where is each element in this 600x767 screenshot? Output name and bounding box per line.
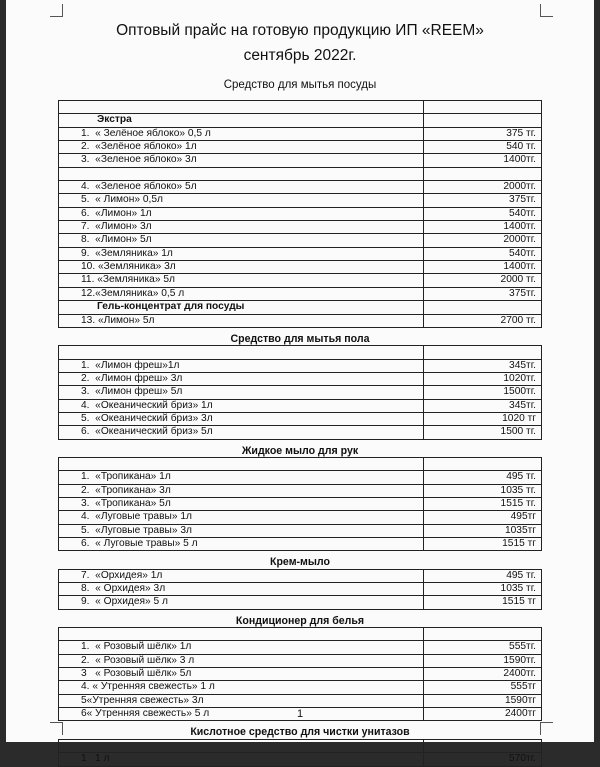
- table-row: [58, 128, 542, 141]
- table-row: [58, 641, 542, 654]
- product-price: 2000тг.: [503, 234, 536, 246]
- product-price: 495 тг.: [506, 569, 536, 581]
- product-price: 540 тг.: [506, 141, 536, 153]
- table-row: [58, 194, 542, 207]
- product-price: 2000 тг.: [500, 274, 536, 286]
- product-price: 1590тг: [504, 694, 536, 706]
- product-name: 2. « Розовый шёлк» 3 л: [81, 654, 195, 666]
- table-row: [58, 525, 542, 538]
- product-price: 375тг.: [509, 194, 536, 206]
- product-name: 3. «Зеленое яблоко» 3л: [81, 154, 197, 166]
- product-price: 1500 тг.: [500, 426, 536, 438]
- product-name: 9. «Земляника» 1л: [81, 247, 173, 259]
- category-row: [58, 114, 542, 127]
- table-row: [58, 221, 542, 234]
- table-row: [58, 315, 542, 328]
- table-row-empty: [58, 100, 542, 114]
- table-row: [58, 596, 542, 609]
- table-row: [58, 208, 542, 221]
- product-price: 1035 тг.: [500, 484, 536, 496]
- crop-mark: [540, 4, 553, 17]
- product-price: 1035 тг.: [500, 583, 536, 595]
- table-row: [58, 360, 542, 373]
- product-price: 1515 тг: [502, 596, 536, 608]
- page-title: Оптовый прайс на готовую продукцию ИП «REEM»: [116, 22, 484, 39]
- product-price: 1515 тг: [502, 538, 536, 549]
- table-row-empty: [58, 739, 542, 753]
- product-name: 1. «Лимон фреш»1л: [81, 359, 180, 371]
- table-row: [58, 400, 542, 413]
- table-row: [58, 373, 542, 386]
- product-name: 6« Утренняя свежесть» 5 л: [81, 708, 210, 720]
- table-row-empty: [58, 168, 542, 181]
- product-name: 1. « Зелёное яблоко» 0,5 л: [81, 127, 211, 139]
- product-name: 13. «Лимон» 5л: [81, 314, 155, 326]
- section-heading: Крем-мыло: [270, 556, 330, 569]
- page-number: 1: [296, 708, 304, 720]
- product-name: 11. «Земляника» 5л: [81, 274, 175, 286]
- page-date: сентябрь 2022г.: [243, 47, 357, 64]
- product-name: 1 1 л: [81, 753, 110, 765]
- section-heading: Средство для мытья пола: [230, 332, 370, 345]
- section-heading: Кондиционер для белья: [235, 614, 365, 627]
- table-row-empty: [58, 345, 542, 359]
- product-name: 6. «Лимон» 1л: [81, 207, 152, 219]
- product-name: 1. «Тропикана» 1л: [81, 471, 171, 483]
- product-price: 495 тг.: [506, 471, 536, 483]
- table-row: [58, 181, 542, 194]
- product-name: 4. « Утренняя свежесть» 1 л: [81, 681, 215, 693]
- product-name: 2. «Зелёное яблоко» 1л: [81, 141, 197, 153]
- category-row: [58, 301, 542, 314]
- product-name: 5. «Луговые травы» 3л: [81, 524, 192, 536]
- product-price: 570тг.: [509, 753, 536, 765]
- table-row: [58, 413, 542, 426]
- table-row: [58, 498, 542, 511]
- product-name: 9. « Орхидея» 5 л: [81, 596, 168, 608]
- category-name: Гель-концентрат для посуды: [97, 301, 245, 313]
- product-price: 1500тг.: [503, 386, 536, 398]
- product-name: 3 « Розовый шёлк» 5л: [81, 668, 192, 680]
- table-row-empty: [58, 627, 542, 641]
- product-name: 12.«Земляника» 0,5 л: [81, 287, 185, 299]
- table-row: [58, 569, 542, 583]
- product-price: 555тг.: [509, 641, 536, 653]
- section-heading: Кислотное средство для чистки унитазов: [190, 726, 410, 739]
- table-row: [58, 583, 542, 596]
- table-row: [58, 695, 542, 708]
- section-heading: Жидкое мыло для рук: [241, 444, 359, 457]
- product-price: 2400тг.: [503, 668, 536, 680]
- table-row: [58, 141, 542, 154]
- product-price: 540тг.: [509, 247, 536, 259]
- product-price: 1400тг.: [503, 154, 536, 166]
- product-name: 8. « Орхидея» 3л: [81, 583, 166, 595]
- table-row: [58, 471, 542, 484]
- product-price: 345тг.: [509, 359, 536, 371]
- product-name: 6. « Луговые травы» 5 л: [81, 538, 198, 549]
- product-name: 2. «Лимон фреш» 3л: [81, 372, 183, 384]
- product-price: 1035тг: [504, 524, 536, 536]
- product-price: 1400тг.: [503, 261, 536, 273]
- table-row: [58, 234, 542, 247]
- product-name: 3. «Тропикана» 5л: [81, 497, 171, 509]
- table-row: [58, 681, 542, 694]
- table-row: [58, 655, 542, 668]
- product-price: 2700 тг.: [500, 314, 536, 326]
- product-name: 10. «Земляника» 3л: [81, 261, 176, 273]
- section-heading: Средство для мытья посуды: [223, 79, 377, 91]
- product-name: 6. «Океанический бриз» 5л: [81, 426, 213, 438]
- product-name: 8. «Лимон» 5л: [81, 234, 152, 246]
- product-price: 375 тг.: [506, 127, 536, 139]
- product-price: 555тг: [510, 681, 536, 693]
- crop-mark: [50, 4, 63, 17]
- product-price: 375тг.: [509, 287, 536, 299]
- product-name: 5«Утренняя свежесть» 3л: [81, 694, 204, 706]
- table-row: [58, 511, 542, 524]
- product-name: 3. «Лимон фреш» 5л: [81, 386, 183, 398]
- product-name: 2. «Тропикана» 3л: [81, 484, 171, 496]
- table-row: [58, 261, 542, 274]
- table-row-empty: [58, 457, 542, 471]
- product-name: 7. «Лимон» 3л: [81, 221, 152, 233]
- product-price: 1590тг.: [503, 654, 536, 666]
- product-price: 1515 тг.: [500, 497, 536, 509]
- product-price: 345тг.: [509, 399, 536, 411]
- product-price: 540тг.: [509, 207, 536, 219]
- product-name: 5. « Лимон» 0,5л: [81, 194, 163, 206]
- product-price: 1020 тг: [502, 412, 536, 424]
- table-row: [58, 485, 542, 498]
- product-price: 2000тг.: [503, 181, 536, 193]
- table-row: [58, 538, 542, 551]
- table-row: [58, 288, 542, 301]
- category-name: Экстра: [97, 114, 132, 126]
- product-price: 1400тг.: [503, 221, 536, 233]
- product-name: 7. «Орхидея» 1л: [81, 569, 163, 581]
- table-row: [58, 668, 542, 681]
- table-row: [58, 154, 542, 167]
- product-name: 4. «Зеленое яблоко» 5л: [81, 181, 197, 193]
- price-table: [58, 100, 542, 767]
- table-row: [58, 426, 542, 439]
- product-price: 495тг: [510, 511, 536, 523]
- table-row: [58, 248, 542, 261]
- product-price: 1020тг.: [503, 372, 536, 384]
- table-row: [58, 753, 542, 766]
- product-name: 4. «Океанический бриз» 1л: [81, 399, 213, 411]
- product-name: 4. «Луговые травы» 1л: [81, 511, 192, 523]
- product-name: 5. «Океанический бриз» 3л: [81, 412, 213, 424]
- table-row: [58, 274, 542, 287]
- product-name: 1. « Розовый шёлк» 1л: [81, 641, 192, 653]
- product-price: 2400тг: [504, 708, 536, 720]
- table-row: [58, 386, 542, 399]
